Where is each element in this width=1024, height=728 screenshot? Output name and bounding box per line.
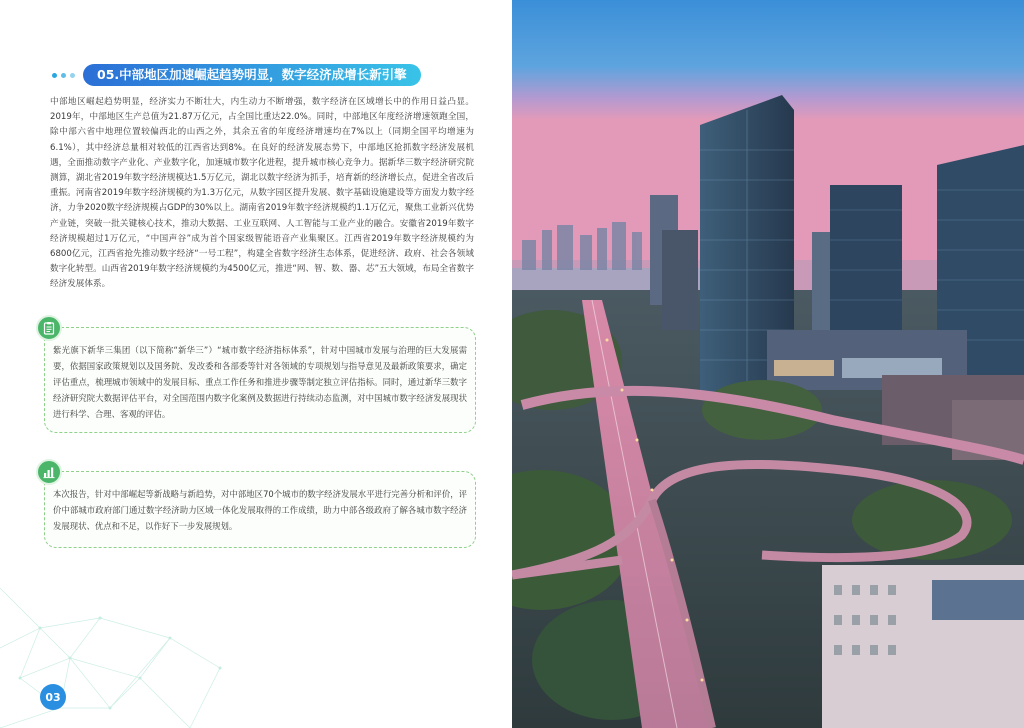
bar-chart-icon [36,459,62,485]
heading-dots [52,73,75,78]
note-box-methodology [44,327,476,433]
body-paragraph: 中部地区崛起趋势明显，经济实力不断壮大，内生动力不断增强，数字经济在区域增长中的作用日益凸显。2019年，中部地区生产总值为21.87万亿元，占全国比重达22.0%。同时，中部地区年度经济增速领跑全国，除中部六省中地理位置较偏西北的山西之外，其余五省的年度经济增速均在7%以上（同期全国平均增速为6.1%），其中经济总量相对较低的江西省达到8%。在良好的经济发展态势下，中部地区抢抓数字经济发展机遇，全面推动数字产业化、产业数字化，加速城市数字化进程，提升城市核心竞争力。据新华三数字经济研究院测算，湖北省2019年数字经济规模达1.5万亿元，湖北以数字经济为抓手，培育新的经济增长点，促进全省改后重振。河南省2019年数字经济规模约为1.3万亿元，从数字园区提升发展、数字基础设施建设等方面发力数字经济，力争2020数字经济规模占GDP的30%以上。湖南省2019年数字经济规模约1.1万亿元，聚焦工业新兴优势产业链，突破一批关键核心技术，推动大数据、工业互联网、人工智能与工业产业的融合。安徽省2019年数字经济规模超过1万亿元，“中国声谷”成为首个国家级智能语音产业集聚区。江西省2019年数字经济规模约为6800亿元，江西省抢先推动数字经济“一号工程”，构建全省数字经济生态体系，促进经济、政府、社会各领域数字化转型。山西省2019年数字经济规模约为4500亿元，推进“网、智、数、器、芯”五大领域，布局全省数字经济发展体系。 [50,97,474,290]
note1-text: 紫光旗下新华三集团（以下简称“新华三”）“城市数字经济指标体系”，针对中国城市发展与治理的巨大发展需要，依据国家政策规划以及国务院、发改委和各部委等针对各领域的专项规划与指导意见及最新政策要求，确定评估重点，梳理城市领域中的发展目标、重点工作任务和推进步骤等制定独立评估指标。同时，通过新华三数字经济研究院大数据评估平台，对全国范围内数字化案例及数据进行持续动态监测，对中国城市数字经济发展现状进行科学、合理、客观的评估。 [53,345,467,419]
note2-text: 本次报告，针对中部崛起等新战略与新趋势，对中部地区70个城市的数字经济发展水平进行完善分析和评价，评价中部城市政府部门通过数字经济助力区域一体化发展取得的工作成绩，助力中部各级政府了解各城市数字经济发展现状、优点和不足，以作好下一步发展规划。 [53,489,467,531]
section-heading [52,64,421,86]
page-number: 03 [40,684,66,710]
note-box-report-scope [44,471,476,548]
city-interchange-photo [512,0,1024,728]
clipboard-icon [36,315,62,341]
heading-title: 05.中部地区加速崛起趋势明显，数字经济成增长新引擎 [83,64,421,86]
